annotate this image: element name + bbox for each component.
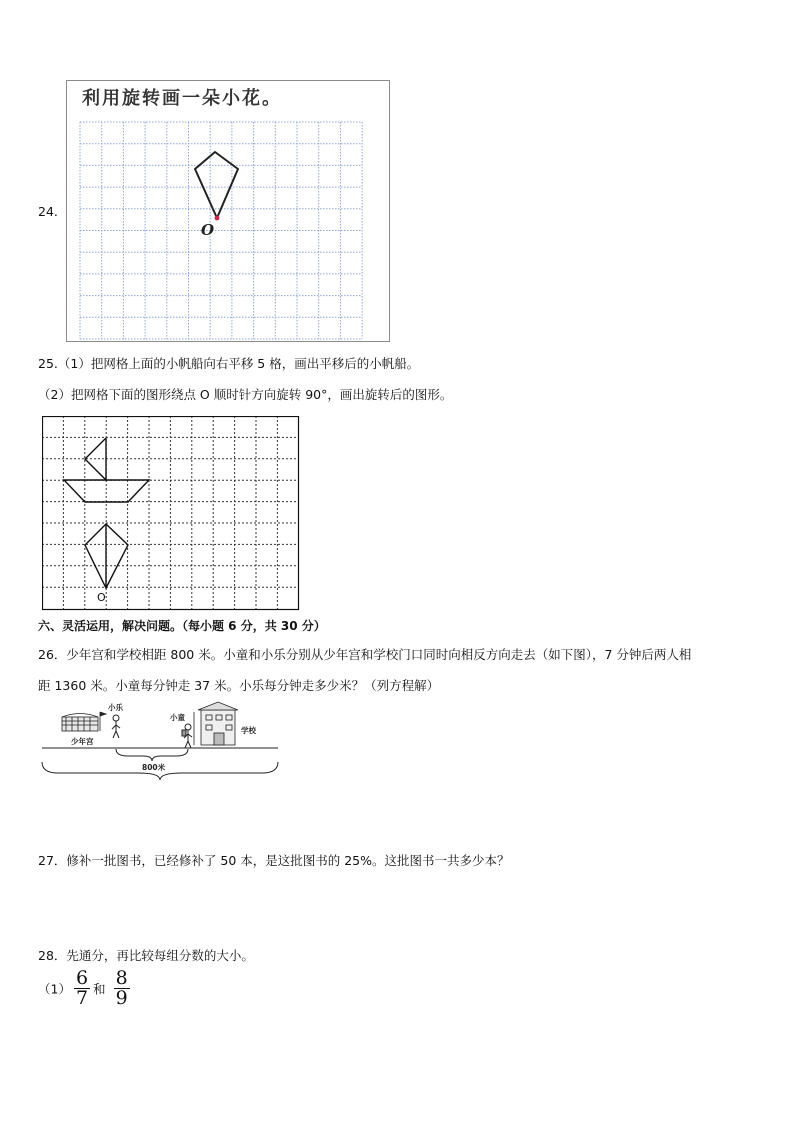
q24-point-o [215,216,220,221]
q28-fraction-1-numerator: 6 [75,967,89,989]
q28-fraction-1 [74,969,90,1008]
q26-figure [38,700,284,784]
q25-part1: 25.（1）把网格上面的小帆船向右平移 5 格，画出平移后的小帆船。 [38,356,420,371]
q25-grid [42,416,299,610]
q26-label-palace: 少年宫 [71,737,94,746]
q28-fraction-2-numerator: 8 [115,967,128,989]
q28-part1 [38,969,133,1008]
q24-banner: 利用旋转画一朵小花。 [82,88,282,109]
q28-text: 28．先通分，再比较每组分数的大小。 [38,948,254,963]
q26-label-xiaole: 小乐 [108,703,123,712]
q26-xiaotong-icon [182,724,192,748]
q28-fraction-2 [114,969,130,1008]
q25-figure [42,416,300,611]
q26-label-school: 学校 [241,726,256,735]
q26-brace-800 [116,749,188,761]
q26-figure-svg [38,700,284,784]
q25-figure-svg [42,416,300,611]
q24-figure [66,80,390,342]
section6-heading: 六、灵活运用，解决问题。（每小题 6 分，共 30 分） [38,619,326,633]
q26-line1: 26．少年宫和学校相距 800 米。小童和小乐分别从少年宫和学校门口同时向相反方向走去（如下图），7 分钟后两人相 [38,647,692,662]
q25-point-label: O [97,591,106,604]
q26-school-icon [194,702,238,745]
q28-connector: 和 [93,981,106,997]
q26-label-distance: 800米 [142,763,166,772]
q28-fraction-1-denominator: 7 [75,987,89,1009]
q26-palace-icon [62,712,106,731]
q24-point-label: O [201,221,215,239]
q26-label-xiaotong: 小童 [170,713,185,722]
q24-number: 24. [38,204,58,219]
q26-xiaole-icon [112,715,120,738]
q25-hull [64,480,149,502]
q27-text: 27．修补一批图书，已经修补了 50 本，是这批图书的 25%。这批图书一共多少本？ [38,853,510,868]
q24-frame [67,81,390,342]
q26-line2: 距 1360 米。小童每分钟走 37 米。小乐每分钟走多少米？（列方程解） [38,678,440,693]
q28-part1-label: （1） [38,981,71,997]
q28-fraction-2-denominator: 9 [115,987,128,1009]
q24-figure-svg [66,80,390,342]
q25-part2: （2）把网格下面的图形绕点 O 顺时针方向旋转 90°，画出旋转后的图形。 [38,387,453,402]
